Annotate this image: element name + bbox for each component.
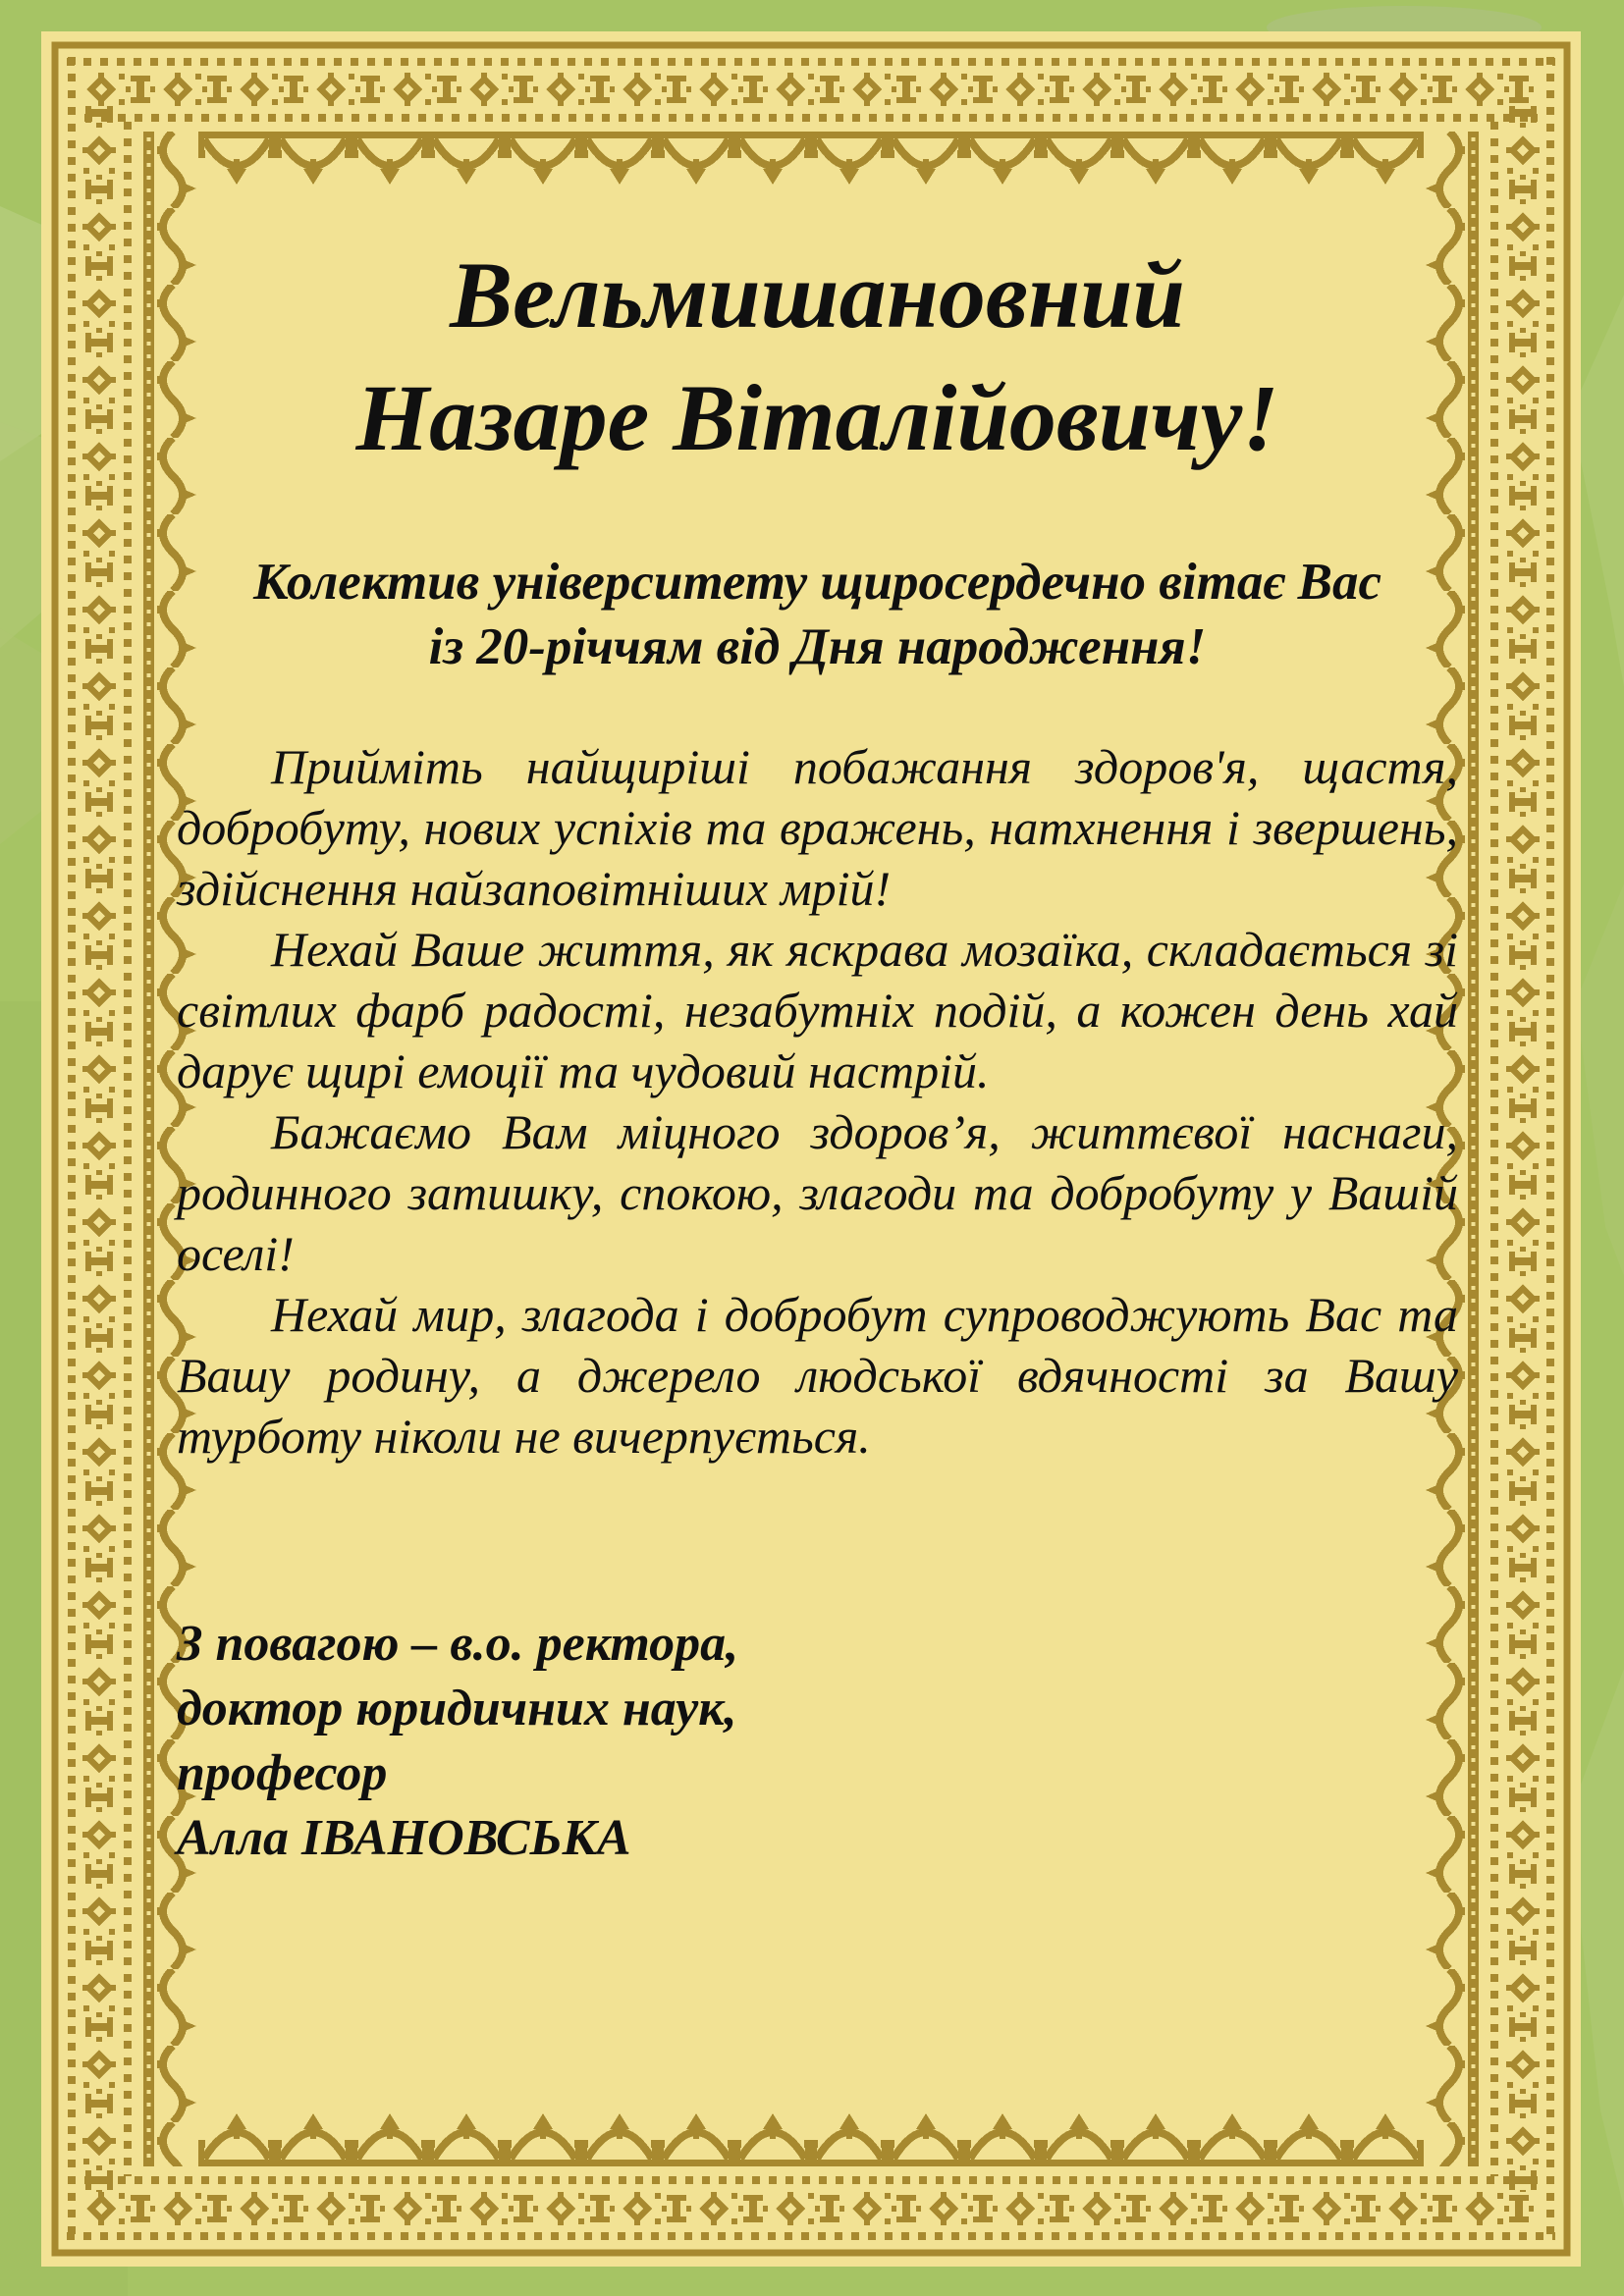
signature-line: Алла ІВАНОВСЬКА: [177, 1810, 631, 1866]
signature-line: професор: [177, 1745, 388, 1801]
body-paragraph: Нехай Ваше життя, як яскрава мозаїка, складається зі світлих фарб радості, незабутніх подій, а кожен день хай дарує щирі емоції та чудовий настрій.: [177, 922, 1458, 1098]
body-paragraph: Бажаємо Вам міцного здоров’я, життєвої наснаги, родинного затишку, спокою, злагоди та добробуту у Вашій оселі!: [177, 1104, 1458, 1281]
signature-line: З повагою – в.о. ректора,: [177, 1616, 739, 1672]
subtitle-line-2: із 20-річчям від Дня народження!: [428, 618, 1207, 675]
title-line-1: Вельмишановний: [450, 242, 1185, 347]
title-line-2: Назаре Віталійовичу!: [355, 365, 1279, 470]
subtitle-line-1: Колектив університету щиросердечно вітає Вас: [252, 554, 1382, 611]
body-paragraph: Нехай мир, злагода і добробут супроводжують Вас та Вашу родину, а джерело людської вдячності за Вашу турботу ніколи не вичерпується.: [177, 1287, 1458, 1464]
greeting-body: [177, 736, 1458, 1467]
card-panel: [41, 31, 1581, 2267]
greeting-title: [177, 234, 1458, 479]
signature-block: [177, 1612, 1458, 1871]
card-content: [177, 198, 1458, 2119]
signature-line: доктор юридичних наук,: [177, 1681, 737, 1736]
body-paragraph: Прийміть найщиріші побажання здоров'я, щастя, добробуту, нових успіхів та вражень, натхнення і звершень, здійснення найзаповітніших мрій!: [177, 739, 1458, 916]
greeting-subtitle: [177, 550, 1458, 679]
